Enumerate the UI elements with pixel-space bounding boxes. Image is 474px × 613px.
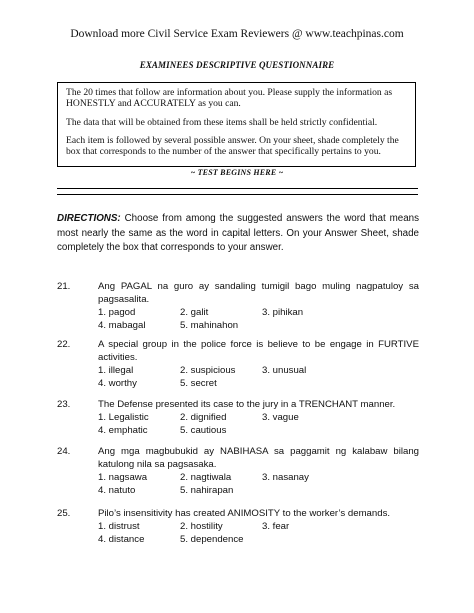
- answer-option: 4. mabagal: [98, 320, 146, 332]
- question-text: Pilo’s insensitivity has created ANIMOSITY to the worker’s demands.: [98, 508, 391, 519]
- question-item: [57, 338, 419, 390]
- answer-option: 3. vague: [262, 412, 299, 423]
- answer-option: 5. dependence: [180, 534, 244, 546]
- directions-text: Choose from among the suggested answers the word that means most nearly the same as the word in capital letters. On your Answer Sheet, shade completely the box that corresponds to your answer.: [57, 213, 419, 254]
- question-item: [57, 445, 419, 497]
- answer-option: 3. pihikan: [262, 307, 304, 318]
- question-text: Ang PAGAL na guro ay sandaling tumigil bago muling nagpatuloy sa pagsasalita.: [98, 281, 419, 305]
- directions-label: DIRECTIONS:: [57, 213, 121, 224]
- question-text: Ang mga magbubukid ay NABIHASA sa paggamit ng kalabaw bilang katulong nila sa pagsasaka.: [98, 446, 419, 470]
- question-number: 23.: [57, 399, 71, 410]
- answer-option: 3. unusual: [262, 365, 307, 376]
- answer-option: 1. distrust: [98, 521, 140, 532]
- answer-option: 3. fear: [262, 521, 290, 532]
- answer-option: 1. nagsawa: [98, 472, 148, 483]
- answer-option: 2. galit: [180, 307, 209, 318]
- answer-option: 3. nasanay: [262, 472, 309, 483]
- instructions-paragraph-2: The data that will be obtained from these items shall be held strictly confidential.: [66, 116, 378, 128]
- answer-option: 4. natuto: [98, 485, 136, 497]
- question-text: The Defense presented its case to the jury in a TRENCHANT manner.: [98, 399, 396, 410]
- section-title: EXAMINEES DESCRIPTIVE QUESTIONNAIRE: [139, 60, 335, 70]
- question-item: [57, 398, 419, 437]
- directions: [57, 212, 419, 256]
- question-number: 21.: [57, 281, 71, 292]
- divider-line: [57, 194, 418, 195]
- question-number: 24.: [57, 446, 71, 457]
- question-number: 25.: [57, 508, 71, 519]
- answer-option: 1. illegal: [98, 365, 134, 376]
- answer-option: 5. secret: [180, 378, 217, 390]
- test-begins-label: ~ TEST BEGINS HERE ~: [190, 168, 284, 177]
- answer-option: 5. cautious: [180, 425, 227, 437]
- answer-option: 2. nagtiwala: [180, 472, 232, 483]
- question-number: 22.: [57, 339, 71, 350]
- instructions-paragraph-3: Each item is followed by several possible answer. On your sheet, shade completely the box that corresponds to the number of the answer that specifically pertains to you.: [66, 135, 399, 158]
- answer-option: 4. distance: [98, 534, 145, 546]
- instructions-box: [57, 82, 416, 167]
- question-item: [57, 280, 419, 332]
- answer-option: 5. nahirapan: [180, 485, 234, 497]
- answer-option: 5. mahinahon: [180, 320, 239, 332]
- answer-option: 1. Legalistic: [98, 412, 149, 423]
- answer-option: 2. suspicious: [180, 365, 236, 376]
- question-item: [57, 507, 419, 546]
- answer-option: 2. dignified: [180, 412, 227, 423]
- instructions-paragraph-1: The 20 times that follow are information about you. Please supply the information as HONESTLY and ACCURATELY as you can.: [66, 87, 393, 109]
- answer-option: 1. pagod: [98, 307, 136, 318]
- question-text: A special group in the police force is believe to be engage in FURTIVE activities.: [98, 339, 419, 363]
- answer-option: 2. hostility: [180, 521, 223, 532]
- download-header: Download more Civil Service Exam Reviewers @ www.teachpinas.com: [70, 28, 404, 40]
- divider-line: [57, 188, 418, 189]
- answer-option: 4. emphatic: [98, 425, 148, 437]
- answer-option: 4. worthy: [98, 378, 137, 390]
